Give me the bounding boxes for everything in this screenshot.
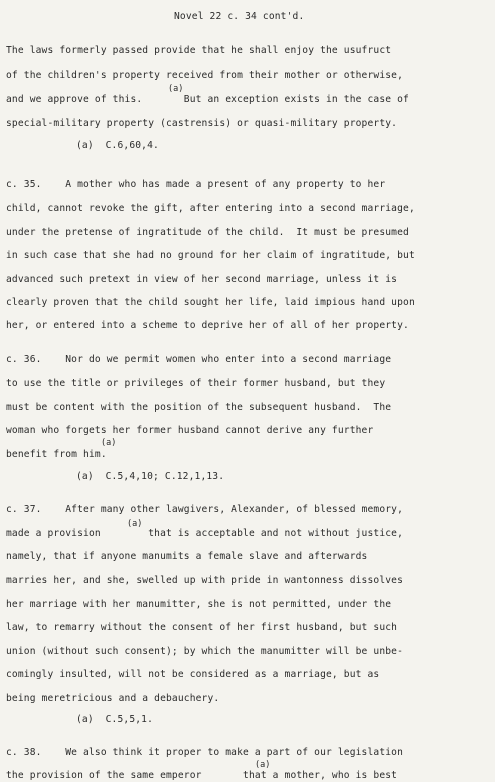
- text-line: being meretricious and a debauchery.: [6, 693, 220, 704]
- text-line: woman who forgets her former husband cannot derive any further: [6, 425, 374, 436]
- text-line: marries her, and she, swelled up with pride in wantonness dissolves: [6, 575, 404, 586]
- text-line: of the children's property received from their mother or otherwise,: [6, 70, 404, 81]
- text-line: benefit from him.: [6, 449, 107, 460]
- text-line: namely, that if anyone manumits a female slave and afterwards: [6, 551, 368, 562]
- text-line: child, cannot revoke the gift, after entering into a second marriage,: [6, 203, 415, 214]
- text-line: c. 38. We also think it proper to make a part of our legislation: [6, 747, 404, 758]
- footnote-marker: (a): [168, 84, 184, 94]
- footnote-marker: (a): [127, 519, 143, 529]
- text-line: made a provision that is acceptable and not without justice,: [6, 528, 404, 539]
- footnote-marker: (a): [255, 760, 271, 770]
- footnote-marker: (a): [101, 438, 117, 448]
- page-header: Novel 22 c. 34 cont'd.: [174, 11, 305, 22]
- text-line: comingly insulted, will not be considered as a marriage, but as: [6, 669, 380, 680]
- text-line: in such case that she had no ground for her claim of ingratitude, but: [6, 250, 415, 261]
- text-line: union (without such consent); by which the manumitter will be unbe-: [6, 646, 404, 657]
- text-line: c. 37. After many other lawgivers, Alexander, of blessed memory,: [6, 504, 404, 515]
- text-line: the provision of the same emperor that a mother, who is best: [6, 770, 398, 781]
- text-line: special-military property (castrensis) or quasi-military property.: [6, 118, 398, 129]
- text-line: and we approve of this. But an exception exists in the case of: [6, 94, 409, 105]
- text-line: advanced such pretext in view of her second marriage, unless it is: [6, 274, 398, 285]
- text-line: under the pretense of ingratitude of the child. It must be presumed: [6, 227, 409, 238]
- footnote: (a) C.5,4,10; C.12,1,13.: [76, 471, 225, 482]
- text-line: her, or entered into a scheme to deprive her of all of her property.: [6, 320, 409, 331]
- text-line: c. 36. Nor do we permit women who enter into a second marriage: [6, 354, 392, 365]
- text-line: c. 35. A mother who has made a present of any property to her: [6, 179, 386, 190]
- text-line: must be content with the position of the subsequent husband. The: [6, 402, 392, 413]
- footnote: (a) C.5,5,1.: [76, 714, 154, 725]
- text-line: The laws formerly passed provide that he shall enjoy the usufruct: [6, 45, 392, 56]
- text-line: her marriage with her manumitter, she is not permitted, under the: [6, 599, 392, 610]
- text-line: clearly proven that the child sought her life, laid impious hand upon: [6, 297, 415, 308]
- footnote: (a) C.6,60,4.: [76, 140, 159, 151]
- text-line: to use the title or privileges of their former husband, but they: [6, 378, 386, 389]
- text-line: law, to remarry without the consent of her first husband, but such: [6, 622, 398, 633]
